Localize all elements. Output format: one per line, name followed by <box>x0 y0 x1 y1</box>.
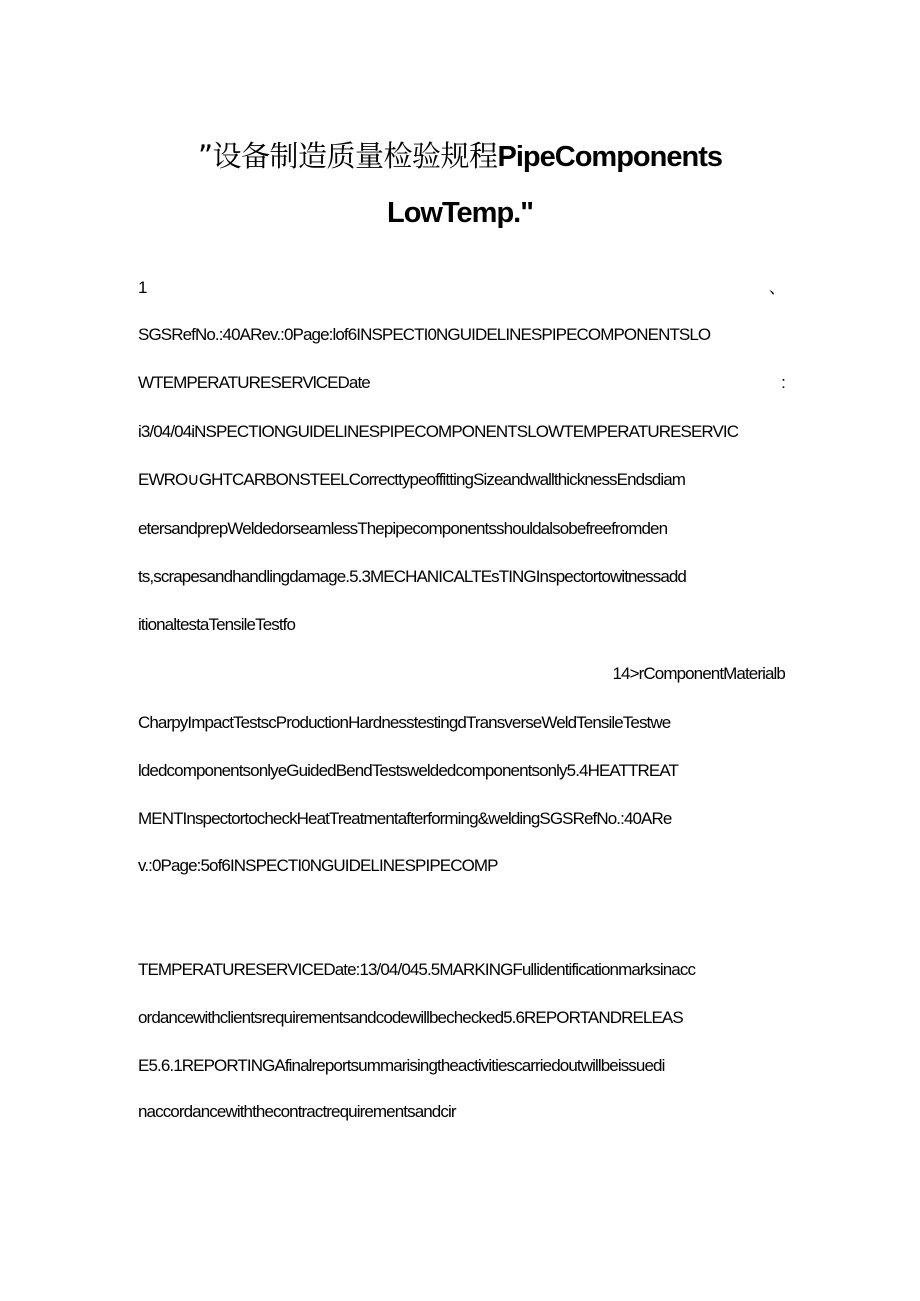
body-line-8: itionaltestaTensileTestfo <box>138 615 296 634</box>
body-line-12: MENTInspectortocheckHeatTreatmentafterforming&weldingSGSRefNo.:40ARe <box>138 809 672 828</box>
body-line-13: v.:0Page:5of6INSPECTI0NGUIDELINESPIPECOMP <box>138 856 498 875</box>
page-number: 1 <box>138 278 147 297</box>
document-title-line-2: LowTemp." <box>387 197 533 229</box>
body-line-3-text: WTEMPERATURESERVlCEDate <box>138 373 370 392</box>
document-title-line-1 <box>0 136 920 177</box>
body-line-2: SGSRefNo.:40ARev.:0Page:lof6INSPECTI0NGUIDELINESPIPECOMPONENTSLO <box>138 325 711 344</box>
body-line-10: CharpyImpactTestscProductionHardnesstestingdTransverseWeldTensileTestwe <box>138 713 671 732</box>
body-line-5: EWRO∪GHTCARBONSTEELCorrecttypeoffittingSizeandwallthicknessEndsdiam <box>138 470 686 489</box>
body-line-4: i3/04/04iNSPECTIONGUIDELINESPIPECOMPONENTSLOWTEMPERATURESERVIC <box>138 422 739 441</box>
body-line-15: TEMPERATURESERVICEDate:13/04/045.5MARKINGFullidentificationmarksinacc <box>138 960 696 979</box>
body-line-7: ts,scrapesandhandlingdamage.5.3MECHANICALTEsTINGInspectortowitnessadd <box>138 567 686 586</box>
body-line-3 <box>138 371 785 395</box>
body-line-1 <box>138 276 785 300</box>
body-line-9: 14>rComponentMaterialb <box>612 664 785 683</box>
body-line-17: E5.6.1REPORTINGAfinalreportsummarisingtheactivitiescarriedoutwillbeissuedi <box>138 1056 665 1075</box>
punctuation-mark: 、 <box>768 278 785 297</box>
body-line-16: ordancewithclientsrequirementsandcodewillbechecked5.6REPORTANDRELEAS <box>138 1008 683 1027</box>
body-line-18: naccordancewiththecontractrequirementsandcir <box>138 1102 456 1121</box>
body-line-3-colon: : <box>781 373 785 392</box>
body-line-6: etersandprepWeldedorseamlessThepipecomponentsshouldalsobefreefromden <box>138 519 668 538</box>
title-latin: PipeComponents <box>497 141 722 173</box>
body-line-11: ldedcomponentsonlyeGuidedBendTestsweldedcomponentsonly5.4HEATTREAT <box>138 761 679 780</box>
title-chinese: ”设备制造质量检验规程 <box>198 139 498 173</box>
